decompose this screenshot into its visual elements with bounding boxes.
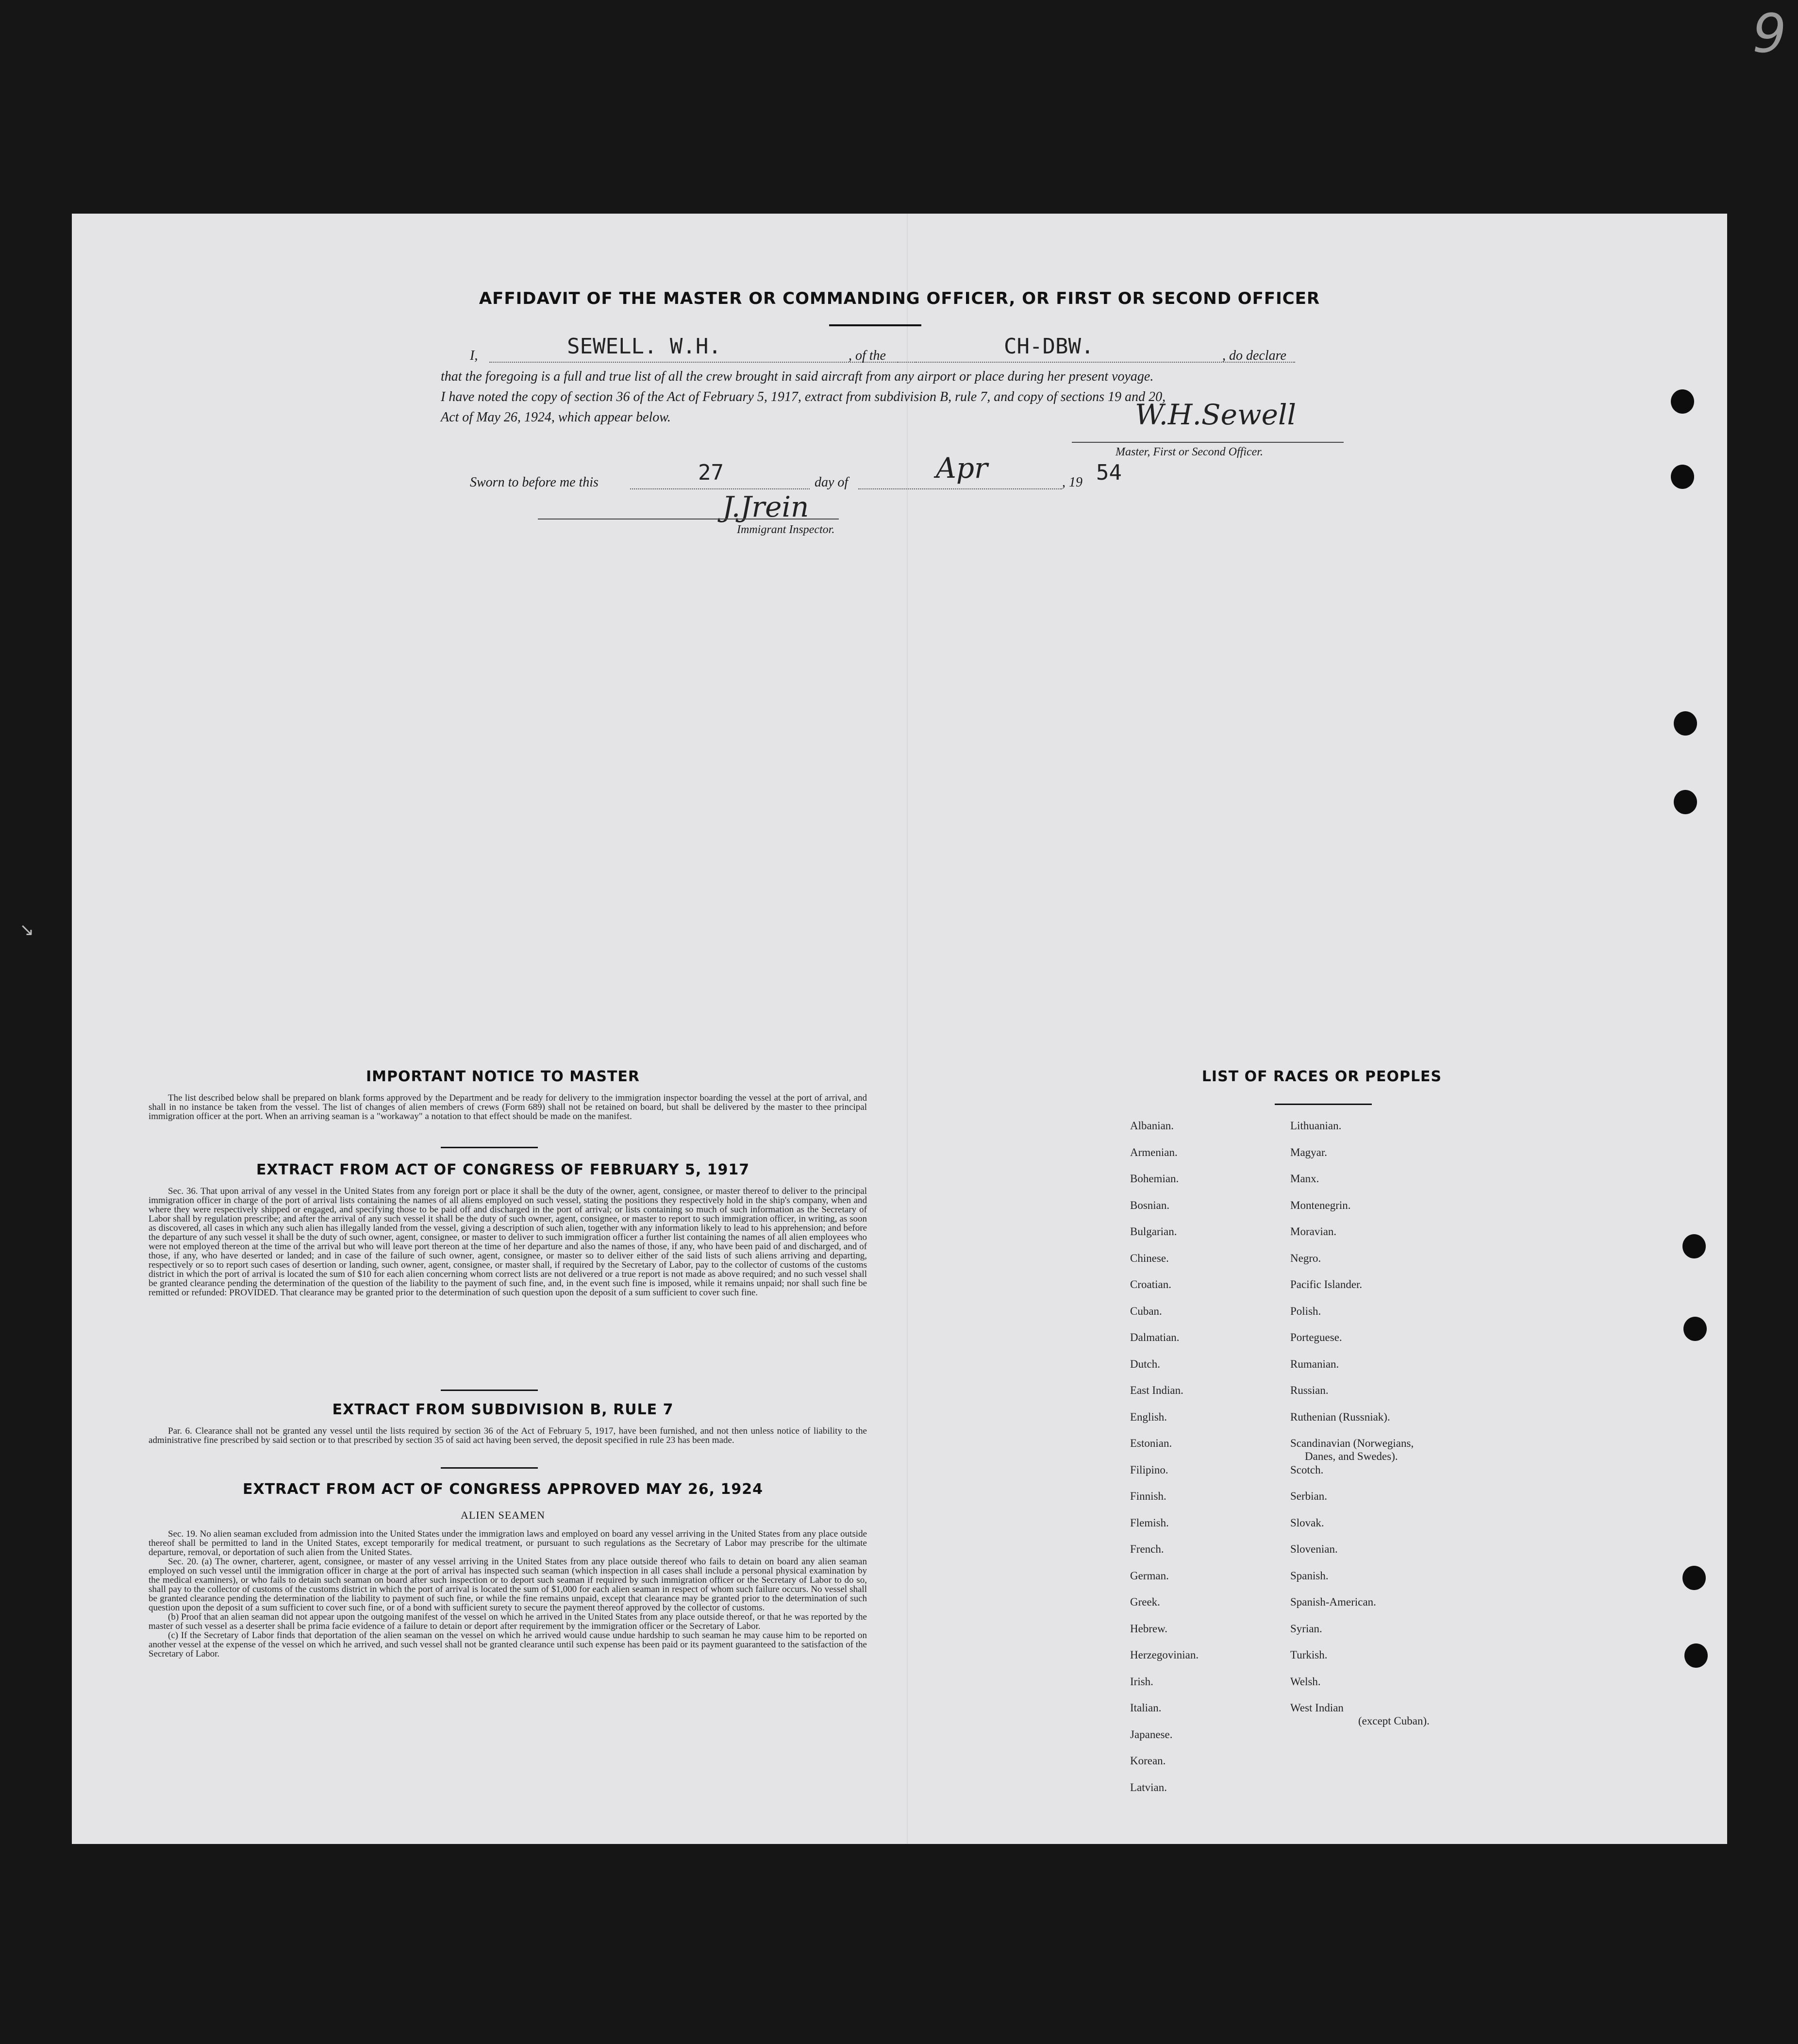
affidavit-line-4: Act of May 26, 1924, which appear below.: [441, 410, 671, 425]
affidavit-line-3: I have noted the copy of section 36 of the Act of February 5, 1917, extract from subdivision B, rule 7, and copy of sections 19 and 20,: [441, 389, 1166, 404]
extract-1917-title: EXTRACT FROM ACT OF CONGRESS OF FEBRUARY 5, 1917: [256, 1161, 750, 1178]
race-item: Spanish-American.: [1290, 1596, 1376, 1608]
month-blank: [858, 488, 1062, 489]
year-handwritten: 54: [1096, 460, 1122, 485]
sworn-label: Sworn to before me this: [470, 475, 599, 490]
divider: [441, 1467, 538, 1469]
race-item: French.: [1130, 1543, 1164, 1555]
sec-19-paragraph: Sec. 19. No alien seaman excluded from admission into the United States under the immigration laws and employed on board any vessel arriving in the United States from any place outside thereof shall be permitted to land in the United States, except temporarily for medical treatment, or pursuant to such regulations as the Secretary of Labor may prescribe for the ultimate departure, removal, or deportation of such alien from the United States.: [149, 1529, 867, 1558]
race-item: Flemish.: [1130, 1516, 1169, 1529]
race-item: Slovak.: [1290, 1516, 1324, 1529]
day-of-label: day of: [815, 475, 849, 490]
month-handwritten: Apr: [936, 452, 988, 485]
race-item: Lithuanian.: [1290, 1120, 1342, 1132]
race-item: Pacific Islander.: [1290, 1278, 1363, 1290]
edge-arrow-mark: ↘: [19, 920, 34, 940]
races-title-underline: [1275, 1104, 1372, 1105]
race-item: Negro.: [1290, 1252, 1321, 1264]
race-item: Moravian.: [1290, 1225, 1337, 1238]
race-item: Rumanian.: [1290, 1357, 1339, 1370]
race-item: Dutch.: [1130, 1357, 1160, 1370]
extract-1924-title: EXTRACT FROM ACT OF CONGRESS APPROVED MAY 26, 1924: [243, 1481, 763, 1498]
race-item: Korean.: [1130, 1755, 1166, 1767]
race-item: Slovenian.: [1290, 1543, 1338, 1555]
races-left-column: [1130, 1120, 1199, 1808]
document-sheet: [72, 214, 1727, 1844]
race-item: Japanese.: [1130, 1728, 1173, 1741]
race-item: Estonian.: [1130, 1437, 1172, 1449]
race-item: Armenian.: [1130, 1146, 1178, 1158]
extract-1924-text: [149, 1529, 867, 1767]
race-item: Polish.: [1290, 1305, 1321, 1317]
race-item: Filipino.: [1130, 1463, 1168, 1476]
race-item: Bulgarian.: [1130, 1225, 1177, 1238]
affidavit-title: AFFIDAVIT OF THE MASTER OR COMMANDING OFFICER, OR FIRST OR SECOND OFFICER: [479, 289, 1320, 308]
race-item: Latvian.: [1130, 1781, 1167, 1793]
inspector-signature: J.Jrein: [722, 490, 809, 523]
race-item: Montenegrin.: [1290, 1199, 1351, 1211]
subdivision-b-text: [149, 1426, 867, 1455]
punch-hole: [1682, 1566, 1706, 1590]
race-item: Porteguese.: [1290, 1331, 1342, 1343]
race-item: Croatian.: [1130, 1278, 1171, 1290]
race-item: Bosnian.: [1130, 1199, 1170, 1211]
divider: [441, 1390, 538, 1391]
aircraft-handwritten: CH-DBW.: [1004, 334, 1094, 359]
subdivision-b-title: EXTRACT FROM SUBDIVISION B, RULE 7: [332, 1401, 674, 1418]
race-item: Danes, and Swedes).: [1305, 1450, 1398, 1462]
race-item: Ruthenian (Russniak).: [1290, 1410, 1390, 1423]
race-item: Spanish.: [1290, 1569, 1329, 1582]
race-item: Albanian.: [1130, 1120, 1174, 1132]
race-item: Scotch.: [1290, 1463, 1324, 1476]
race-item: Cuban.: [1130, 1305, 1162, 1317]
race-item: German.: [1130, 1569, 1169, 1582]
race-item: Hebrew.: [1130, 1622, 1168, 1635]
affidavit-i-label: I,: [470, 348, 478, 363]
master-label: Master, First or Second Officer.: [1115, 446, 1263, 458]
punch-hole: [1682, 1234, 1706, 1258]
sec-20a-paragraph: Sec. 20. (a) The owner, charterer, agent, consignee, or master of any vessel arriving in the United States from any place outside thereof who fails to detain on board any alien seaman employed on such vessel until the immigration officer in charge at the port of arrival has inspected such seaman (which inspection in all cases shall include a personal physical examination by the medical examiners), or who fails to detain such seaman on board after such inspection or to deport such seaman if required by such immigration officer or the Secretary of Labor to do so, shall pay to the collector of customs of the customs district in which the port of arrival is located the sum of $1,000 for each alien seaman in respect of whom such failure occurs. No vessel shall be granted clearance pending the determination of the liability to payment of such fine, or while the fine remains unpaid, except that clearance may be granted prior to the determination of such question upon the deposit of a sum sufficient to cover such fine, or of a bond with sufficient surety to secure the payment thereof approved by the collector of customs.: [149, 1557, 867, 1613]
race-item: Welsh.: [1290, 1675, 1321, 1688]
punch-hole: [1684, 1643, 1708, 1668]
sec-20b-paragraph: (b) Proof that an alien seaman did not appear upon the outgoing manifest of the vessel on which he arrived in the United States from any place outside thereof, or that he was reported by the master of such vessel as a deserter shall be prima facie evidence of a failure to detain or deport after requirement by the immigration officer or the Secretary of Labor.: [149, 1612, 867, 1631]
affidavit-line-2: that the foregoing is a full and true list of all the crew brought in said aircraft from any airport or place during her present voyage.: [441, 369, 1154, 384]
race-item: English.: [1130, 1410, 1167, 1423]
punch-hole: [1683, 1317, 1707, 1341]
notice-text: [149, 1093, 867, 1132]
race-item: Scandinavian (Norwegians,: [1290, 1437, 1414, 1449]
year-prefix: , 19: [1062, 475, 1082, 490]
divider: [441, 1147, 538, 1148]
extract-1917-paragraph: Sec. 36. That upon arrival of any vessel in the United States from any foreign port or place it shall be the duty of the owner, agent, consignee, or master thereof to deliver to the principal immigration officer in charge of the port of arrival lists containing the names of all aliens employed on such vessel, stating the positions they respectively hold in the ship's company, when and where they were respectively shipped or engaged, and specifying those to be paid off and discharged in the port of arrival; or lists containing so much of such information as the Secretary of Labor shall by regulation prescribe; and after the arrival of any such vessel it shall be the duty of such owner, agent, consignee, or master to report to such immigration officer, in writing, as soon as discovered, all cases in which any such alien has illegally landed from the vessel, giving a description of such alien, together with any information likely to lead to his apprehension; and before the departure of any such vessel it shall be the duty of such owner, agent, consignee, or master to deliver to such immigration officer a further list containing the names of all alien employees who were not employed thereon at the time of the arrival but who will leave port thereon at the time of her departure and also the names of those, if any, who have been paid of and discharged, and of those, if any, who have deserted or landed; and in case of the failure of such owner, agent, consignee, or master so to deliver either of the said lists of such aliens arriving and departing, respectively or so to report such cases of desertion or landing, such owner, agent, consignee, or master shall, if required by the Secretary of Labor, pay to the collector of customs of the customs district in which the port of arrival is located the sum of $10 for each alien concerning whom correct lists are not delivered or a true report is not made as above required; and no such vessel shall be granted clearance pending the determination of the question of the liability to the payment of such fine, and, in the event such fine is imposed, while it remains unpaid; nor shall such fine be remitted or refunded: PROVIDED. That clearance may be granted prior to the determination of such question upon the deposit of a sum sufficient to cover such fine.: [149, 1187, 867, 1298]
day-handwritten: 27: [698, 460, 724, 485]
punch-hole: [1674, 790, 1697, 814]
page-number: 9: [1752, 2, 1786, 65]
punch-hole: [1671, 389, 1694, 414]
race-item: Serbian.: [1290, 1490, 1328, 1502]
race-item: Irish.: [1130, 1675, 1153, 1688]
extract-1924-subtitle: ALIEN SEAMEN: [461, 1509, 545, 1521]
race-item: Russian.: [1290, 1384, 1329, 1396]
race-item: Syrian.: [1290, 1622, 1322, 1635]
master-signature: W.H.Sewell: [1135, 398, 1297, 431]
day-blank: [630, 488, 810, 489]
punch-hole: [1674, 711, 1697, 736]
race-item: Chinese.: [1130, 1252, 1169, 1264]
fold-crease: [907, 214, 908, 1844]
races-right-column: [1290, 1120, 1430, 1728]
master-name-handwritten: SEWELL. W.H.: [567, 334, 721, 359]
extract-1917-text: [149, 1187, 867, 1381]
race-item: Dalmatian.: [1130, 1331, 1180, 1343]
race-item: Magyar.: [1290, 1146, 1328, 1158]
race-item: East Indian.: [1130, 1384, 1183, 1396]
race-item: Italian.: [1130, 1702, 1162, 1714]
race-item: Greek.: [1130, 1596, 1160, 1608]
inspector-label: Immigrant Inspector.: [737, 523, 835, 536]
master-signature-line: [1072, 442, 1344, 443]
punch-hole: [1671, 465, 1694, 489]
title-underline: [829, 324, 921, 326]
of-the-label: , of the: [849, 348, 886, 363]
races-title: LIST OF RACES OR PEOPLES: [1201, 1068, 1442, 1085]
sec-20c-paragraph: (c) If the Secretary of Labor finds that deportation of the alien seaman on the vessel on which he arrived would cause undue hardship to such seaman he may cause him to be reported on another vessel at the expense of the vessel on which he arrived, and such vessel shall not be granted clearance until such expense has been paid or its payment guaranteed to the satisfaction of the Secretary of Labor.: [149, 1630, 867, 1659]
subdivision-b-paragraph: Par. 6. Clearance shall not be granted any vessel until the lists required by section 36 of the Act of February 5, 1917, have been furnished, and not then unless notice of liability to the administrative fine prescribed by said section or to that prescribed by section 35 of said act having been served, the deposit specified in rule 23 has been made.: [149, 1426, 867, 1445]
race-item: Bohemian.: [1130, 1173, 1179, 1185]
race-item: Turkish.: [1290, 1649, 1328, 1661]
race-item: Herzegovinian.: [1130, 1649, 1199, 1661]
declare-label: , do declare: [1222, 348, 1286, 363]
race-item: Manx.: [1290, 1173, 1319, 1185]
race-item: Finnish.: [1130, 1490, 1166, 1502]
race-item: (except Cuban).: [1358, 1715, 1430, 1727]
notice-title: IMPORTANT NOTICE TO MASTER: [366, 1068, 640, 1085]
race-item: West Indian: [1290, 1702, 1344, 1714]
notice-paragraph: The list described below shall be prepared on blank forms approved by the Department and be ready for delivery to the immigration inspector boarding the vessel at the port of arrival, and shall in no instance be taken from the vessel. The list of changes of alien members of crews (Form 689) shall not be retained on board, but shall be delivered by the master to thee principal immigration officer at the port. When an arriving seaman is a "workaway" a notation to that effect should be made on the manifest.: [149, 1093, 867, 1122]
